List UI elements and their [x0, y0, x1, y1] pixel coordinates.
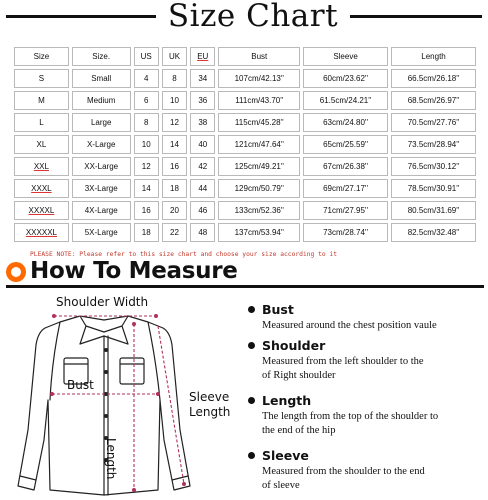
title-rule-right [350, 15, 482, 18]
table-row [14, 157, 476, 176]
size-note: PLEASE NOTE: Please refer to this size chart and choose your size according to it [30, 251, 338, 258]
table-cell: 69cm/27.17'' [303, 179, 388, 198]
table-cell: 18 [134, 223, 159, 242]
title-rule-left [6, 15, 156, 18]
description-line: Measured from the shoulder to the end [262, 466, 425, 477]
table-cell: 10 [134, 135, 159, 154]
table-cell: 129cm/50.79'' [218, 179, 300, 198]
table-cell: 44 [190, 179, 215, 198]
description-line: The length from the top of the shoulder to [262, 411, 439, 422]
table-cell: 71cm/27.95'' [303, 201, 388, 220]
table-row [14, 113, 476, 132]
table-cell: 5X-Large [72, 223, 131, 242]
table-cell: 8 [134, 113, 159, 132]
table-row [14, 91, 476, 110]
table-cell: 121cm/47.64'' [218, 135, 300, 154]
table-cell: 46 [190, 201, 215, 220]
table-cell: 36 [190, 91, 215, 110]
table-cell: 20 [162, 201, 187, 220]
table-cell: 125cm/49.21'' [218, 157, 300, 176]
label-bust: Bust [67, 378, 94, 392]
header-us: US [134, 47, 159, 66]
table-row [14, 69, 476, 88]
table-row [14, 201, 476, 220]
measure-item-bust [248, 302, 484, 333]
table-cell: 133cm/52.36'' [218, 201, 300, 220]
measure-item-shoulder [248, 338, 484, 383]
table-cell: XXXXXL [14, 223, 69, 242]
label-sleeve-line1: Sleeve [189, 390, 230, 404]
description-line: Measured around the chest position vaule [262, 320, 437, 331]
measure-diagram [0, 290, 240, 500]
table-cell: 82.5cm/32.48'' [391, 223, 476, 242]
description-line: of Right shoulder [262, 370, 336, 381]
table-cell: 78.5cm/30.91'' [391, 179, 476, 198]
table-cell: 73.5cm/28.94'' [391, 135, 476, 154]
header-eu: EU [190, 47, 215, 66]
page-title: Size Chart [167, 0, 339, 34]
table-cell: 34 [190, 69, 215, 88]
table-cell: S [14, 69, 69, 88]
measure-description [248, 319, 484, 333]
table-cell: 65cm/25.59'' [303, 135, 388, 154]
table-cell: 16 [134, 201, 159, 220]
table-cell: XXXXL [14, 201, 69, 220]
table-cell: 40 [190, 135, 215, 154]
table-cell: 14 [162, 135, 187, 154]
table-cell: 16 [162, 157, 187, 176]
table-cell: 12 [162, 113, 187, 132]
table-cell: 73cm/28.74'' [303, 223, 388, 242]
measure-item-sleeve [248, 448, 484, 493]
table-cell: 10 [162, 91, 187, 110]
table-cell: 111cm/43.70'' [218, 91, 300, 110]
table-cell: XXL [14, 157, 69, 176]
bullet-icon [248, 397, 255, 404]
table-cell: 67cm/26.38'' [303, 157, 388, 176]
table-cell: 4 [134, 69, 159, 88]
table-cell: XL [14, 135, 69, 154]
table-row [14, 179, 476, 198]
measure-description [248, 410, 484, 438]
measure-item-length [248, 393, 484, 438]
table-cell: 14 [134, 179, 159, 198]
how-to-measure-title: How To Measure [30, 258, 238, 284]
bullet-icon [248, 452, 255, 459]
table-cell: 115cm/45.28'' [218, 113, 300, 132]
table-header-row [14, 47, 476, 66]
table-cell: 60cm/23.62'' [303, 69, 388, 88]
orange-circle-icon [6, 262, 26, 282]
table-cell: Medium [72, 91, 131, 110]
table-cell: 76.5cm/30.12'' [391, 157, 476, 176]
section-rule [6, 285, 484, 288]
size-chart-header [0, 0, 488, 36]
measure-heading: Length [262, 393, 312, 408]
description-line: Measured from the left shoulder to the [262, 356, 424, 367]
table-cell: 63cm/24.80'' [303, 113, 388, 132]
header-uk: UK [162, 47, 187, 66]
table-cell: 61.5cm/24.21'' [303, 91, 388, 110]
table-cell: 12 [134, 157, 159, 176]
table-cell: L [14, 113, 69, 132]
label-length: Length [104, 438, 118, 480]
table-row [14, 135, 476, 154]
table-cell: 137cm/53.94'' [218, 223, 300, 242]
label-sleeve-length [189, 390, 230, 420]
header-size: Size [14, 47, 69, 66]
table-cell: M [14, 91, 69, 110]
table-cell: 68.5cm/26.97'' [391, 91, 476, 110]
table-cell: XXXL [14, 179, 69, 198]
table-cell: 6 [134, 91, 159, 110]
table-cell: 18 [162, 179, 187, 198]
measure-heading: Sleeve [262, 448, 309, 463]
table-cell: 22 [162, 223, 187, 242]
table-cell: 70.5cm/27.76'' [391, 113, 476, 132]
table-cell: 107cm/42.13'' [218, 69, 300, 88]
measure-description [248, 355, 484, 383]
header-sleeve: Sleeve [303, 47, 388, 66]
table-body [14, 69, 476, 242]
header-size-name: Size. [72, 47, 131, 66]
table-cell: 66.5cm/26.18'' [391, 69, 476, 88]
table-cell: X-Large [72, 135, 131, 154]
measure-heading: Shoulder [262, 338, 326, 353]
table-cell: 38 [190, 113, 215, 132]
table-cell: 8 [162, 69, 187, 88]
size-table [11, 44, 479, 245]
table-cell: Small [72, 69, 131, 88]
description-line: the end of the hip [262, 425, 336, 436]
table-cell: XX-Large [72, 157, 131, 176]
bullet-icon [248, 342, 255, 349]
label-sleeve-line2: Length [189, 405, 231, 419]
measure-description [248, 465, 484, 493]
table-cell: 48 [190, 223, 215, 242]
label-shoulder-width: Shoulder Width [56, 295, 149, 309]
header-length: Length [391, 47, 476, 66]
table-cell: 42 [190, 157, 215, 176]
table-row [14, 223, 476, 242]
description-line: of sleeve [262, 480, 300, 491]
bullet-icon [248, 306, 255, 313]
table-cell: Large [72, 113, 131, 132]
table-cell: 3X-Large [72, 179, 131, 198]
header-bust: Bust [218, 47, 300, 66]
table-cell: 4X-Large [72, 201, 131, 220]
table-cell: 80.5cm/31.69'' [391, 201, 476, 220]
measure-heading: Bust [262, 302, 294, 317]
